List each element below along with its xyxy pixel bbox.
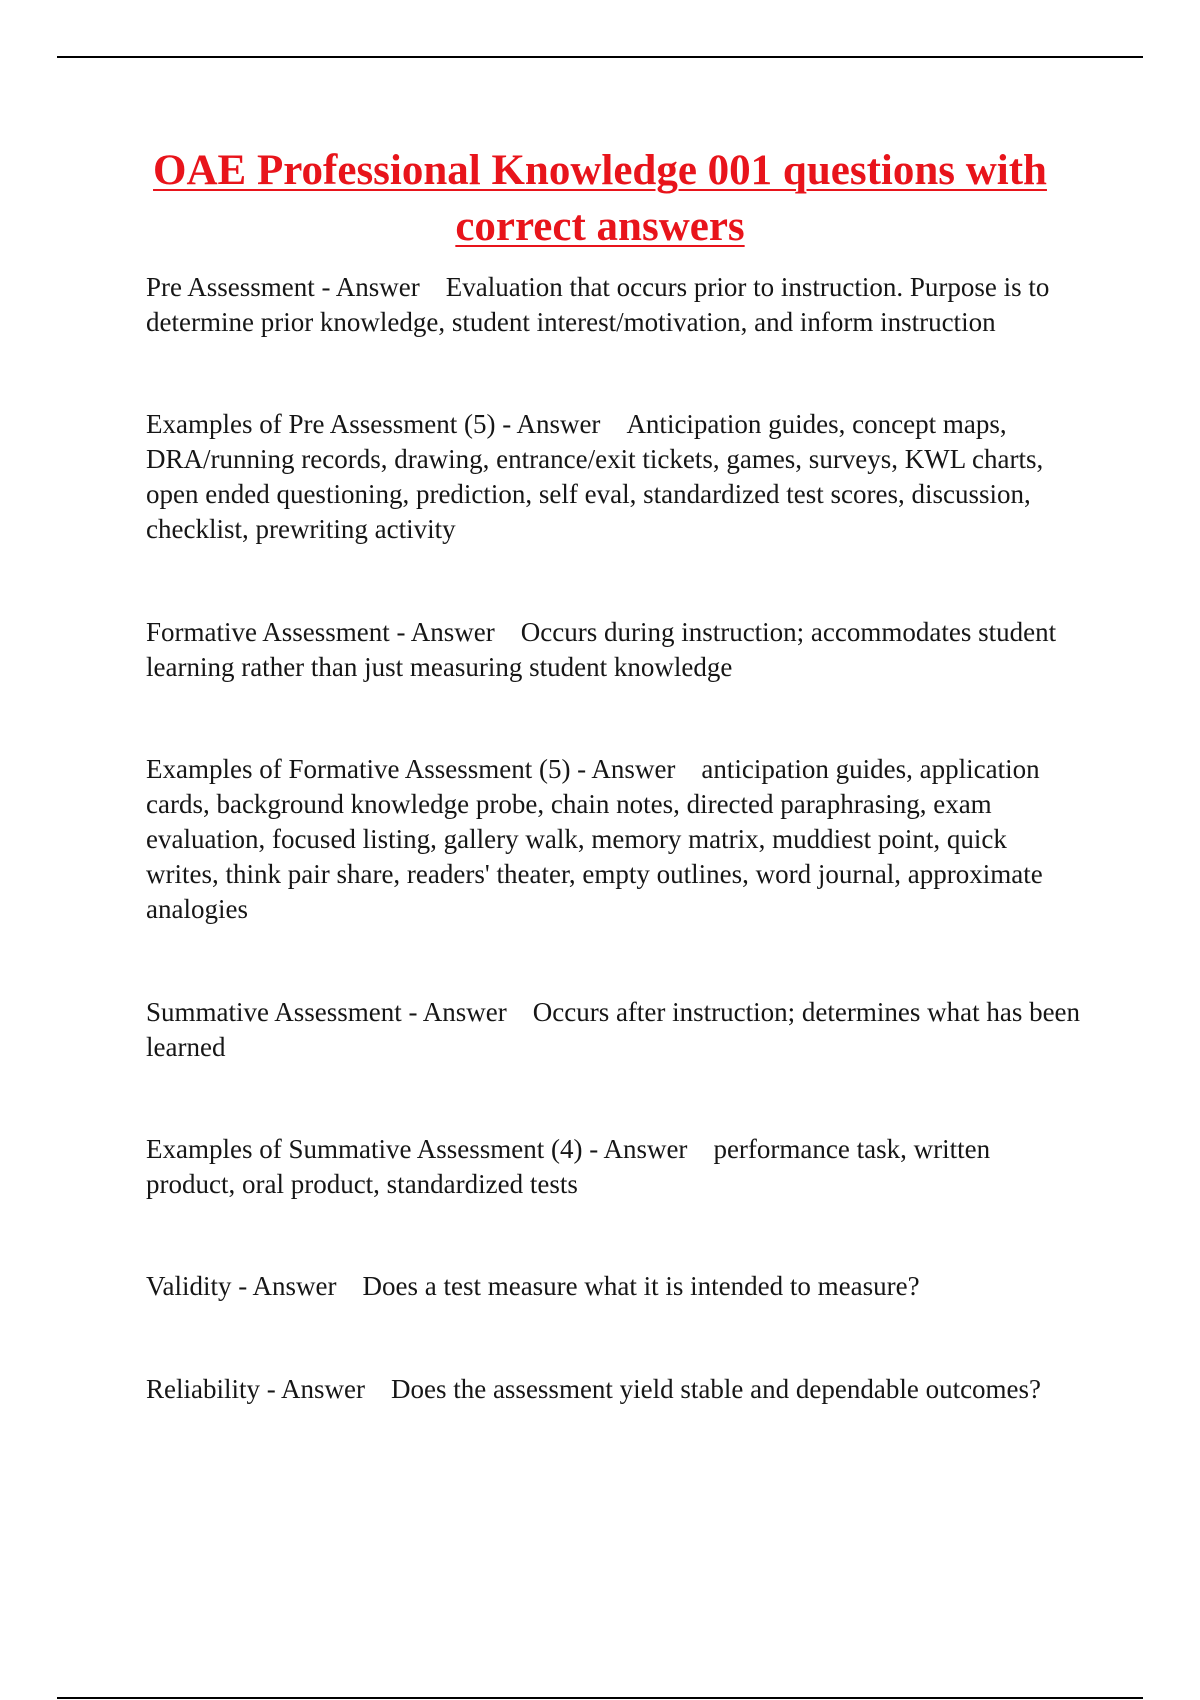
qa-entry-reliability — [146, 1372, 1086, 1407]
document-title: OAE Professional Knowledge 001 questions with correct answers — [153, 147, 1047, 250]
qa-entry-pre-assessment — [146, 270, 1086, 340]
qa-entry-formative-assessment — [146, 615, 1086, 685]
entry-answer: Evaluation that occurs prior to instruction. Purpose is to determine prior knowledge, student interest/motivation, and inform instruction — [146, 272, 1050, 337]
entry-term: Pre Assessment - Answer — [146, 272, 420, 302]
entry-term: Examples of Summative Assessment (4) - Answer — [146, 1134, 688, 1164]
top-rule — [57, 56, 1143, 58]
entry-answer: Does the assessment yield stable and dependable outcomes? — [390, 1374, 1042, 1404]
qa-entry-summative-assessment — [146, 995, 1086, 1065]
qa-entry-validity — [146, 1269, 1086, 1304]
entry-term: Examples of Pre Assessment (5) - Answer — [146, 409, 601, 439]
entry-term: Examples of Formative Assessment (5) - Answer — [146, 754, 676, 784]
entry-answer: Does a test measure what it is intended to measure? — [362, 1271, 920, 1301]
entry-answer: Anticipation guides, concept maps, DRA/running records, drawing, entrance/exit tickets, games, surveys, KWL charts, open ended questioning, prediction, self eval, standardized test scores, discussion, checklist, prewriting activity — [146, 409, 1044, 544]
entry-answer: performance task, written product, oral product, standardized tests — [146, 1134, 991, 1199]
entry-answer: Occurs during instruction; accommodates student learning rather than just measuring student knowledge — [146, 617, 1057, 682]
qa-entry-examples-summative-assessment — [146, 1132, 1086, 1202]
entry-term: Reliability - Answer — [146, 1374, 365, 1404]
entry-term: Summative Assessment - Answer — [146, 997, 507, 1027]
qa-entry-examples-formative-assessment — [146, 752, 1086, 927]
qa-entry-examples-pre-assessment — [146, 407, 1086, 547]
entry-answer: Occurs after instruction; determines what has been learned — [146, 997, 1081, 1062]
bottom-rule — [57, 1697, 1143, 1699]
entry-term: Formative Assessment - Answer — [146, 617, 495, 647]
entry-term: Validity - Answer — [146, 1271, 337, 1301]
entry-answer: anticipation guides, application cards, background knowledge probe, chain notes, directed paraphrasing, exam evaluation, focused listing, gallery walk, memory matrix, muddiest point, quick writes, think pair share, readers' theater, empty outlines, word journal, approximate analogies — [146, 754, 1043, 924]
